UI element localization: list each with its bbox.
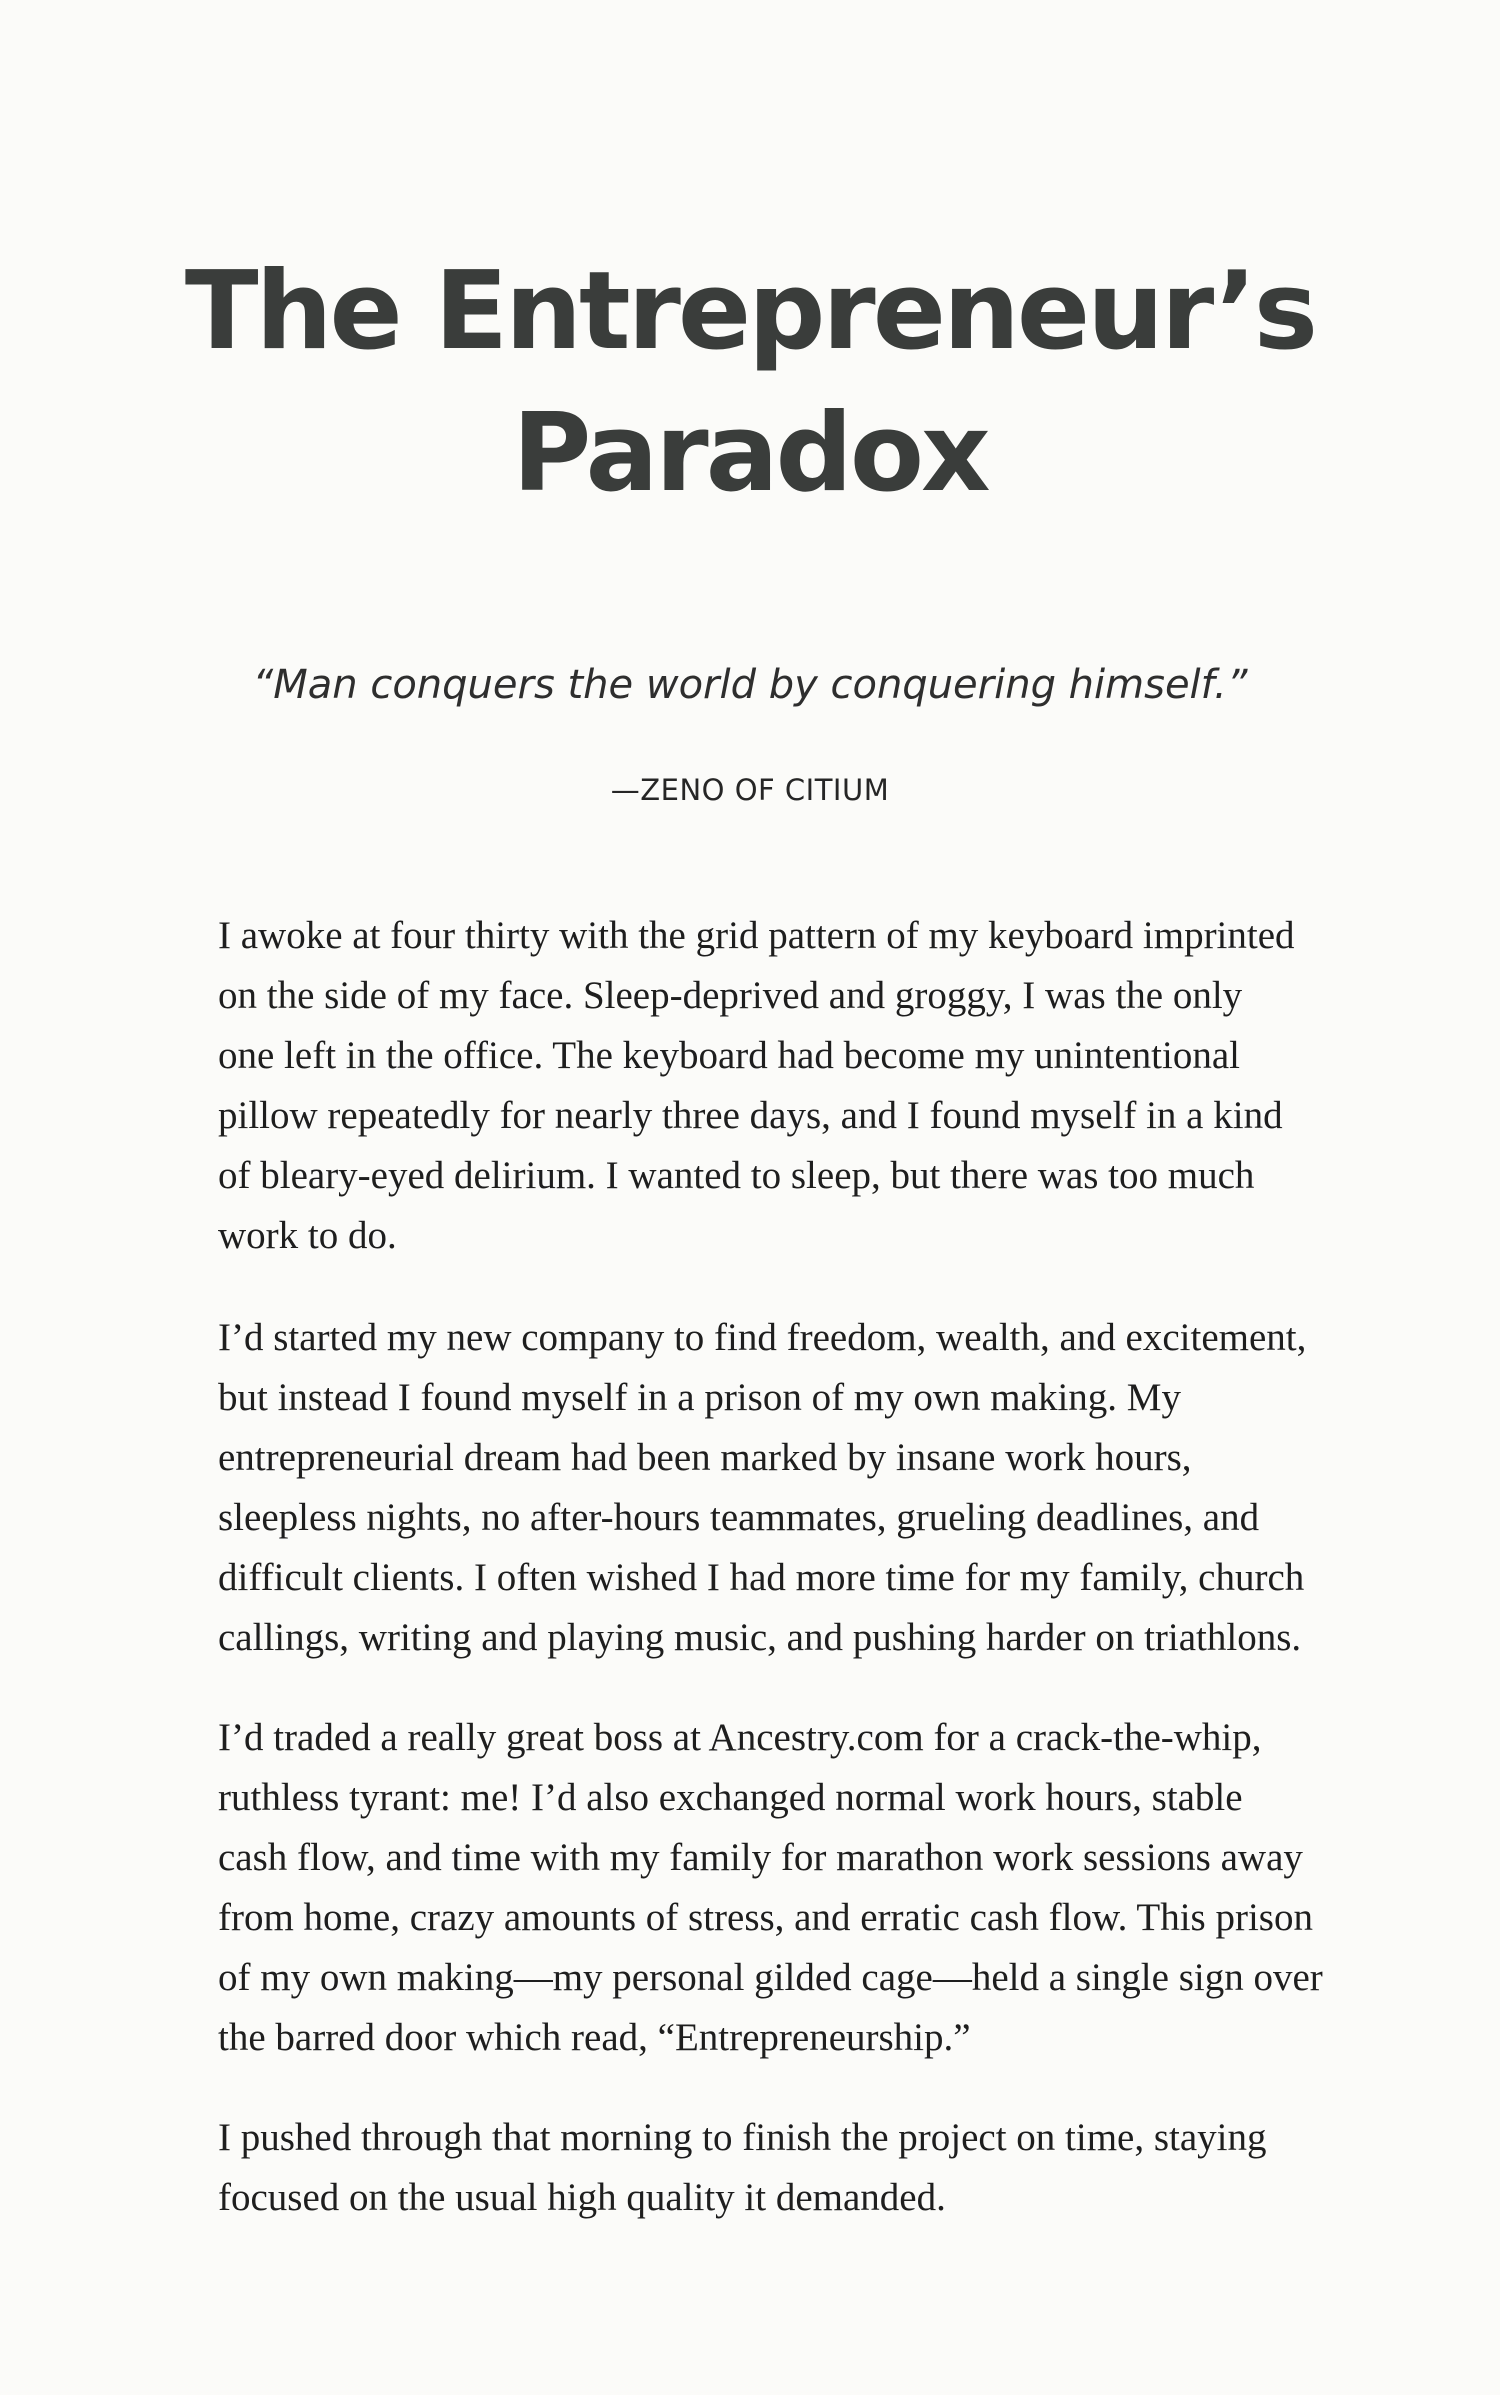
text-line: from home, crazy amounts of stress, and erratic cash flow. This prison [218, 1896, 1313, 1939]
text-line: cash flow, and time with my family for marathon work sessions away [218, 1836, 1303, 1879]
text-line: callings, writing and playing music, and pushing harder on triathlons. [218, 1616, 1302, 1659]
text-line: sleepless nights, no after-hours teammates, grueling deadlines, and [218, 1496, 1260, 1539]
epigraph-quote: “Man conquers the world by conquering himself.” [252, 662, 1248, 708]
text-line: I awoke at four thirty with the grid pattern of my keyboard imprinted [218, 914, 1295, 957]
text-line: difficult clients. I often wished I had more time for my family, church [218, 1556, 1305, 1599]
text-line: but instead I found myself in a prison of my own making. My [218, 1376, 1181, 1419]
text-line: I pushed through that morning to finish the project on time, staying [218, 2116, 1267, 2159]
text-line: of bleary-eyed delirium. I wanted to sleep, but there was too much [218, 1154, 1255, 1197]
text-line: ruthless tyrant: me! I’d also exchanged normal work hours, stable [218, 1776, 1243, 1819]
text-line: focused on the usual high quality it demanded. [218, 2176, 946, 2219]
chapter-title-line-2: Paradox [512, 391, 988, 516]
body-paragraph-4 [218, 2108, 1348, 2228]
body-paragraph-1 [218, 906, 1348, 1266]
text-line: of my own making—my personal gilded cage—held a single sign over [218, 1956, 1323, 1999]
body-paragraph-3 [218, 1708, 1348, 2068]
text-line: the barred door which read, “Entrepreneurship.” [218, 2016, 971, 2059]
body-paragraph-2 [218, 1308, 1348, 1668]
text-line: pillow repeatedly for nearly three days, and I found myself in a kind [218, 1094, 1283, 1137]
chapter-title-line-1: The Entrepreneur’s [184, 249, 1316, 374]
text-line: entrepreneurial dream had been marked by insane work hours, [218, 1436, 1192, 1479]
text-line: work to do. [218, 1214, 397, 1257]
text-line: on the side of my face. Sleep-deprived and groggy, I was the only [218, 974, 1243, 1017]
text-line: I’d started my new company to find freedom, wealth, and excitement, [218, 1316, 1307, 1359]
text-line: one left in the office. The keyboard had become my unintentional [218, 1034, 1240, 1077]
text-line: I’d traded a really great boss at Ancestry.com for a crack-the-whip, [218, 1716, 1262, 1759]
epigraph-attribution: —ZENO OF CITIUM [610, 773, 890, 807]
